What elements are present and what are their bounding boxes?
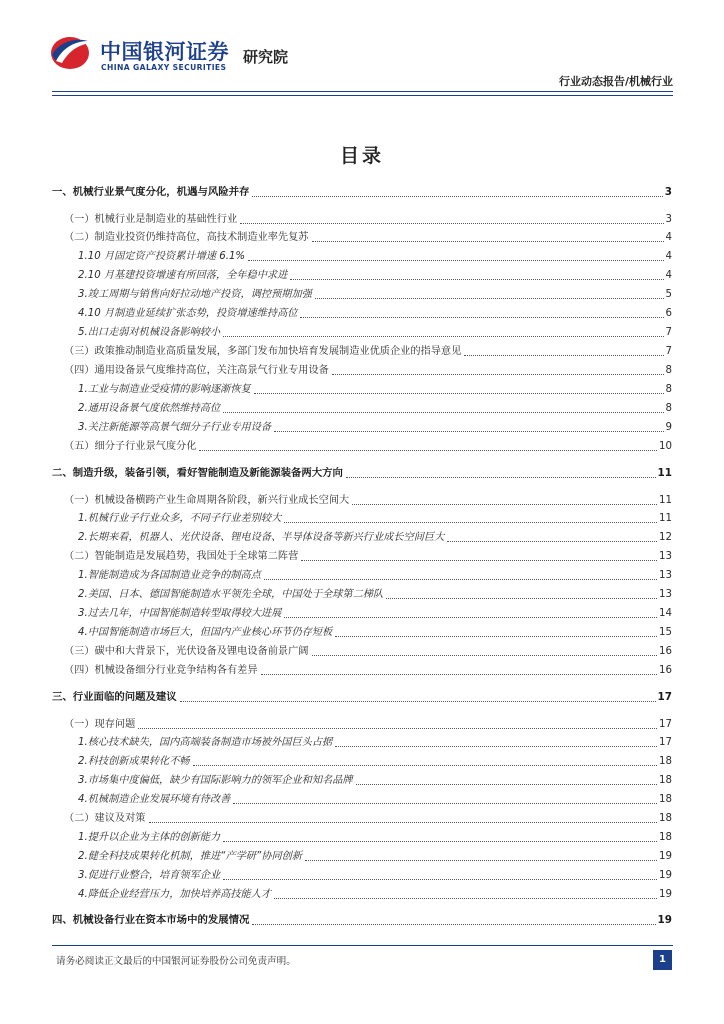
toc-entry-title: （一）机械行业是制造业的基础性行业 [64,214,238,225]
toc-leader-dots [312,241,664,242]
toc-entry-page: 11 [657,467,672,479]
toc-entry-page: 16 [659,646,672,657]
toc-entry[interactable] [52,689,672,706]
toc-entry-title: 2.科技创新成果转化不畅 [78,756,190,767]
toc-entry-title: 4.中国智能制造市场巨大，但国内产业核心环节仍存短板 [78,627,333,638]
toc-leader-dots [223,336,663,337]
toc-entry-page: 8 [665,384,672,395]
toc-entry-page: 17 [659,737,672,748]
toc-leader-dots [300,317,663,318]
toc-leader-dots [290,279,663,280]
toc-leader-dots [252,924,655,925]
toc-entry[interactable] [52,848,672,865]
toc-entry-title: 3.竣工周期与销售向好拉动地产投资，调控预期加强 [78,289,312,300]
toc-entry[interactable] [52,184,672,201]
toc-entry-title: （四）机械设备细分行业竞争结构各有差异 [64,665,258,676]
toc-leader-dots [284,522,657,523]
toc-entry-title: 3.促进行业整合，培育领军企业 [78,870,221,881]
toc-entry-page: 7 [665,327,672,338]
toc-entry-page: 18 [659,794,672,805]
toc-entry-page: 14 [659,608,672,619]
toc-entry-page: 19 [659,851,672,862]
toc-entry[interactable] [52,510,672,527]
toc-entry-title: 2.10 月基建投资增速有所回落，全年稳中求进 [78,270,288,281]
toc-leader-dots [193,765,657,766]
toc-entry-page: 18 [659,813,672,824]
toc-leader-dots [312,655,658,656]
toc-leader-dots [149,822,658,823]
toc-entry-page: 8 [665,365,672,376]
toc-entry-title: 二、制造升级，装备引领，看好智能制造及新能源装备两大方向 [52,467,343,479]
toc-entry-page: 18 [659,775,672,786]
toc-entry[interactable] [52,567,672,584]
toc-entry-page: 13 [659,589,672,600]
galaxy-logo-icon [48,33,98,73]
toc-leader-dots [284,617,657,618]
toc-entry-title: 2.美国、日本、德国智能制造水平领先全球，中国处于全球第二梯队 [78,589,384,600]
institute-label: 研究院 [243,48,289,66]
toc-leader-dots [335,636,657,637]
toc-entry[interactable] [52,419,672,436]
toc-entry-page: 17 [657,691,672,703]
toc-entry-title: （四）通用设备景气度维持高位，关注高景气行业专用设备 [64,365,329,376]
toc-entry[interactable] [52,248,672,265]
toc-entry[interactable] [52,381,672,398]
toc-entry[interactable] [52,772,672,789]
toc-entry-page: 11 [659,513,672,524]
toc-entry-title: （五）细分子行业景气度分化 [64,441,197,452]
toc-entry[interactable] [52,662,672,679]
toc-leader-dots [447,541,657,542]
toc-entry[interactable] [52,791,672,808]
toc-entry[interactable] [52,586,672,603]
toc-entry-page: 17 [659,719,672,730]
toc-entry-page: 13 [659,570,672,581]
toc-leader-dots [352,504,657,505]
toc-leader-dots [332,374,664,375]
toc-entry-title: 四、机械设备行业在资本市场中的发展情况 [52,914,250,926]
toc-entry-title: 三、行业面临的问题及建议 [52,691,177,703]
toc-leader-dots [248,260,663,261]
footer-divider [52,945,673,946]
toc-entry-title: 1.核心技术缺失，国内高端装备制造市场被外国巨头占据 [78,737,333,748]
toc-entry-title: 1.智能制造成为各国制造业竞争的制高点 [78,570,261,581]
toc-leader-dots [274,431,663,432]
toc-leader-dots [252,196,662,197]
toc-entry-page: 19 [657,914,672,926]
toc-entry[interactable] [52,400,672,417]
disclaimer-note: 请务必阅读正文最后的中国银河证券股份公司免责声明。 [56,956,296,967]
toc-entry[interactable] [52,829,672,846]
toc-entry-page: 12 [659,532,672,543]
toc-entry-title: 3.过去几年，中国智能制造转型取得较大进展 [78,608,282,619]
toc-entry-title: 1.10 月固定资产投资累计增速 6.1% [78,251,246,262]
toc-entry-title: （一）现存问题 [64,719,136,730]
toc-entry-page: 5 [665,289,672,300]
toc-leader-dots [301,560,657,561]
page-header [0,0,724,100]
toc-entry[interactable] [52,343,672,360]
toc-entry-title: （二）建议及对策 [64,813,146,824]
toc-leader-dots [223,879,657,880]
toc-leader-dots [240,223,663,224]
toc-entry-title: 一、机械行业景气度分化，机遇与风险并存 [52,186,250,198]
toc-leader-dots [305,860,657,861]
toc-entry[interactable] [52,211,672,228]
toc-entry-page: 13 [659,551,672,562]
page-number: 1 [653,950,672,970]
toc-leader-dots [180,701,656,702]
toc-entry-page: 18 [659,832,672,843]
toc-entry[interactable] [52,267,672,284]
toc-entry[interactable] [52,912,672,929]
toc-entry-page: 18 [659,756,672,767]
toc-entry[interactable] [52,867,672,884]
toc-entry[interactable] [52,286,672,303]
header-divider [52,91,673,92]
toc-entry-title: （一）机械设备横跨产业生命周期各阶段，新兴行业成长空间大 [64,495,350,506]
toc-entry-page: 19 [659,870,672,881]
toc-entry[interactable] [52,438,672,455]
brand-name-cn: 中国银河证券 [100,40,229,64]
toc-leader-dots [223,412,663,413]
toc-entry-title: （三）政策推动制造业高质量发展，多部门发布加快培育发展制造业优质企业的指导意见 [64,346,462,357]
toc-entry-page: 4 [665,270,672,281]
toc-leader-dots [138,728,657,729]
toc-entry-title: 2.健全科技成果转化机制，推进“产学研”协同创新 [78,851,303,862]
report-type-label: 行业动态报告/机械行业 [558,75,673,88]
toc-entry-title: 4.降低企业经营压力，加快培养高技能人才 [78,889,272,900]
toc-leader-dots [264,579,657,580]
toc-leader-dots [274,898,657,899]
toc-entry-title: （三）碳中和大背景下，光伏设备及锂电设备前景广阔 [64,646,309,657]
toc-entry-title: 1.机械行业子行业众多，不同子行业差别较大 [78,513,282,524]
toc-entry[interactable] [52,324,672,341]
toc-entry[interactable] [52,229,672,246]
toc-entry[interactable] [52,492,672,509]
toc-leader-dots [254,393,664,394]
toc-entry-page: 4 [665,232,672,243]
toc-entry-page: 10 [659,441,672,452]
toc-entry-page: 15 [659,627,672,638]
toc-entry[interactable] [52,305,672,322]
toc-entry-title: 3.市场集中度偏低，缺少有国际影响力的领军企业和知名品牌 [78,775,353,786]
toc-leader-dots [464,355,663,356]
toc-leader-dots [233,803,657,804]
toc-leader-dots [315,298,664,299]
toc-entry[interactable] [52,810,672,827]
toc-leader-dots [356,784,657,785]
toc-entry[interactable] [52,643,672,660]
toc-entry[interactable] [52,362,672,379]
toc-leader-dots [346,477,656,478]
toc-entry-page: 7 [665,346,672,357]
header-divider-thin [52,95,673,96]
toc-entry-page: 8 [665,403,672,414]
toc-entry[interactable] [52,529,672,546]
brand-name-en: CHINA GALAXY SECURITIES [101,63,227,72]
toc-entry-title: （二）制造业投资仍维持高位，高技术制造业率先复苏 [64,232,309,243]
toc-leader-dots [386,598,657,599]
toc-entry[interactable] [52,716,672,733]
toc-entry[interactable] [52,548,672,565]
toc-entry-page: 9 [665,422,672,433]
toc-leader-dots [335,746,657,747]
toc-entry-title: （二）智能制造是发展趋势，我国处于全球第二阵营 [64,551,299,562]
toc-entry[interactable] [52,465,672,482]
toc-entry-page: 19 [659,889,672,900]
toc-entry-title: 3.关注新能源等高景气细分子行业专用设备 [78,422,272,433]
toc-entry[interactable] [52,624,672,641]
toc-entry-title: 2.通用设备景气度依然维持高位 [78,403,221,414]
toc-leader-dots [223,841,657,842]
toc-entry-title: 4.机械制造企业发展环境有待改善 [78,794,231,805]
toc-entry-page: 3 [664,186,672,198]
toc-entry-page: 11 [659,495,672,506]
toc-entry[interactable] [52,753,672,770]
toc-entry-title: 5.出口走弱对机械设备影响较小 [78,327,221,338]
toc-entry-page: 4 [665,251,672,262]
toc-title: 目录 [339,145,384,167]
toc-entry-title: 1.工业与制造业受疫情的影响逐渐恢复 [78,384,251,395]
toc-entry-title: 1.提升以企业为主体的创新能力 [78,832,221,843]
toc-entry-page: 16 [659,665,672,676]
toc-leader-dots [199,450,657,451]
toc-entry-title: 4.10 月制造业延续扩张态势，投资增速维持高位 [78,308,298,319]
toc-entry[interactable] [52,886,672,903]
toc-entry-title: 2.长期来看，机器人、光伏设备、锂电设备、半导体设备等新兴行业成长空间巨大 [78,532,445,543]
toc-entry-page: 3 [665,214,672,225]
toc-entry[interactable] [52,734,672,751]
toc-entry[interactable] [52,605,672,622]
toc-leader-dots [261,674,657,675]
toc-entry-page: 6 [665,308,672,319]
